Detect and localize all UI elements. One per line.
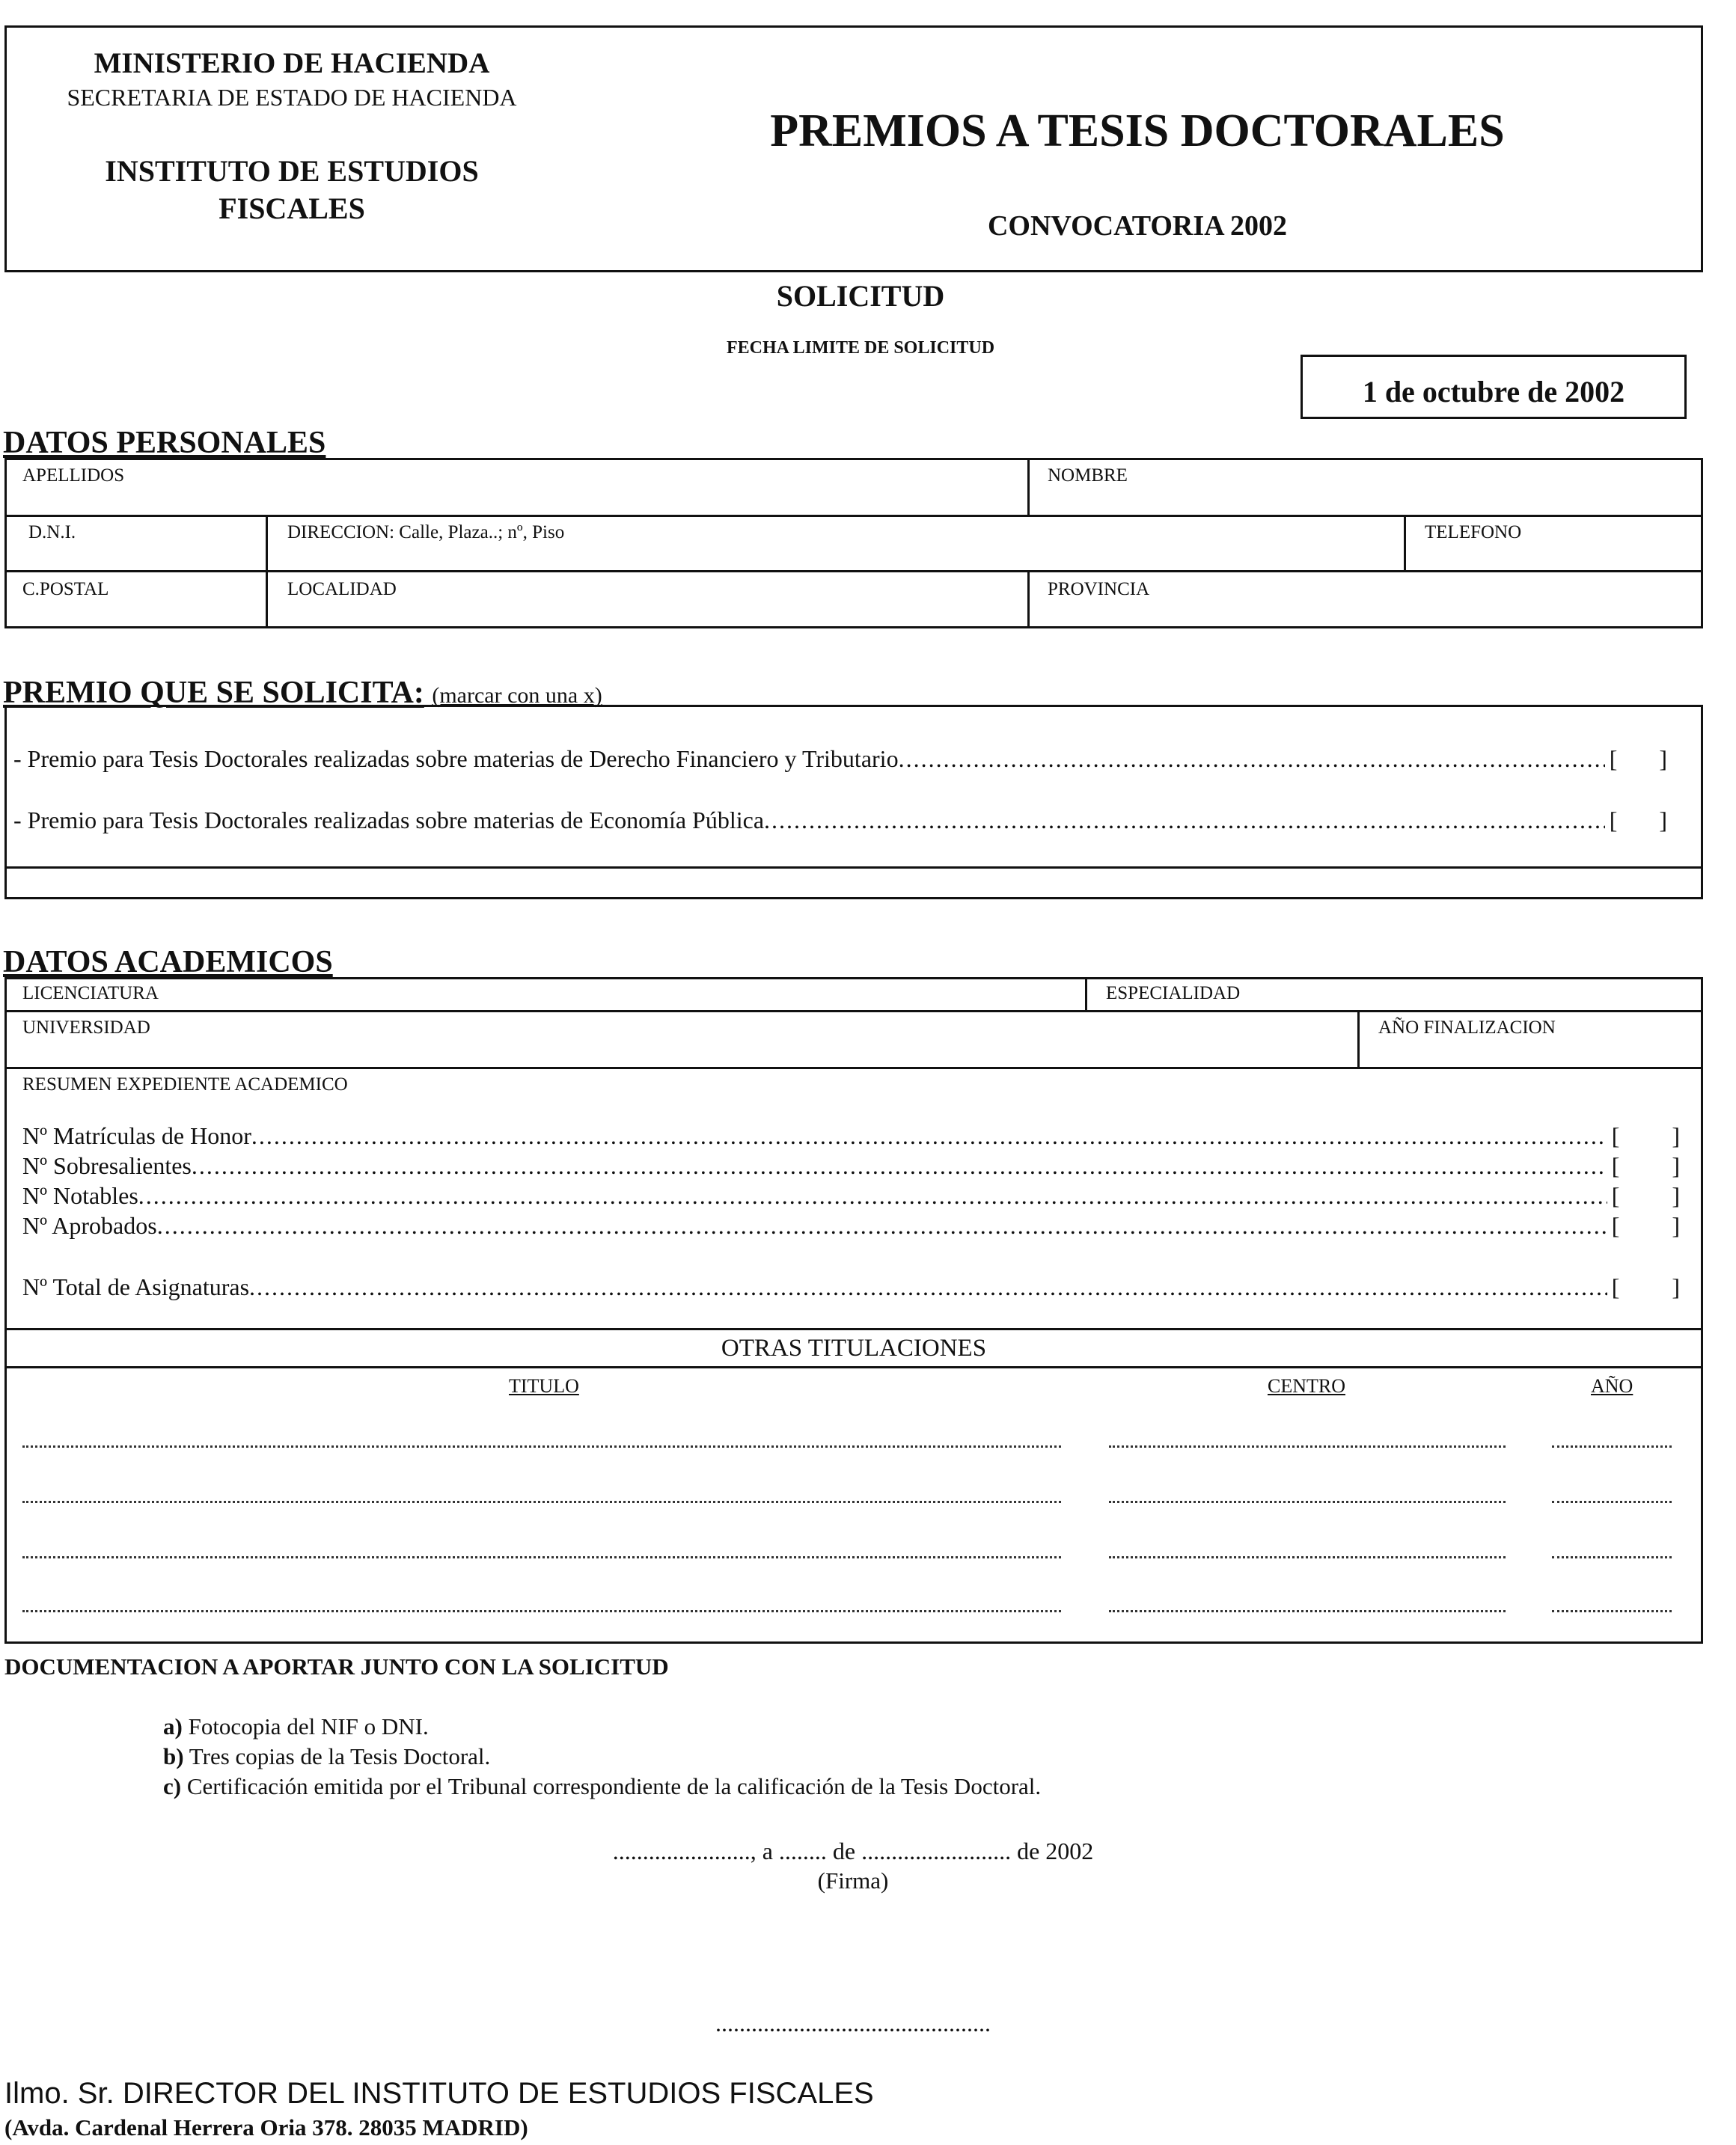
bracket-close: ] [1672,1122,1680,1149]
nombre-field[interactable]: NOMBRE [1048,465,1128,486]
bracket-close: ] [1672,1212,1680,1239]
dot-leader [192,1152,1607,1180]
divider [4,866,1703,869]
centro-entry-line[interactable] [1109,1610,1506,1612]
dot-leader [899,745,1605,773]
checkbox-close: ] [1659,807,1667,833]
doc-item-text: Tres copias de la Tesis Doctoral. [189,1743,491,1769]
universidad-field[interactable]: UNIVERSIDAD [22,1018,150,1038]
divider [1027,458,1030,515]
divider [4,1010,1703,1012]
divider [1404,515,1406,572]
instituto-line2: FISCALES [218,192,365,225]
checkbox-close: ] [1659,745,1667,772]
centro-entry-line[interactable] [1109,1445,1506,1448]
ministry-name: MINISTERIO DE HACIENDA [94,47,490,79]
anio-entry-line[interactable] [1552,1501,1672,1503]
centro-entry-line[interactable] [1109,1556,1506,1558]
deadline-label: FECHA LIMITE DE SOLICITUD [726,338,995,358]
titulo-entry-line[interactable] [22,1501,1061,1503]
telefono-field[interactable]: TELEFONO [1425,522,1522,542]
address: (Avda. Cardenal Herrera Oria 378. 28035 MADRID) [4,2114,528,2141]
doc-item-text: Certificación emitida por el Tribunal correspondiente de la calificación de la Tesis Doctoral. [186,1773,1042,1799]
otras-titulaciones-title: OTRAS TITULACIONES [721,1335,987,1362]
divider [266,515,268,628]
dot-leader [138,1182,1607,1210]
divider [4,1067,1703,1069]
premio-option-derecho[interactable] [13,745,1667,773]
col-anio: AÑO [1591,1375,1633,1397]
premio-heading: PREMIO QUE SE SOLICITA: (marcar con una x) [3,676,602,710]
licenciatura-field[interactable]: LICENCIATURA [22,983,159,1003]
firma-label: (Firma) [817,1867,889,1894]
premio-option-label: - Premio para Tesis Doctorales realizadas sobre materias de Economía Pública [13,807,765,833]
doc-item-letter: b) [163,1743,184,1769]
secretaria-name: SECRETARIA DE ESTADO DE HACIENDA [67,84,517,111]
checkbox-open[interactable]: [ [1609,807,1618,833]
otras-titulaciones-table [4,1328,1703,1644]
bracket-close: ] [1672,1182,1680,1209]
anio-entry-line[interactable] [1552,1556,1672,1558]
item-label: Nº Total de Asignaturas [22,1273,250,1300]
localidad-field[interactable]: LOCALIDAD [287,579,397,599]
provincia-field[interactable]: PROVINCIA [1048,579,1150,599]
total-asignaturas-row[interactable] [22,1273,1680,1301]
bracket-close: ] [1672,1273,1680,1300]
instituto-line1: INSTITUTO DE ESTUDIOS [105,154,479,188]
anio-entry-line[interactable] [1552,1610,1672,1612]
bracket-open[interactable]: [ [1611,1122,1620,1149]
doc-item [163,1713,429,1740]
doc-item-text: Fotocopia del NIF o DNI. [188,1713,429,1739]
bracket-close: ] [1672,1152,1680,1179]
date-line[interactable]: ......................., a ........ de ......................... de 2002 [612,1838,1094,1864]
datos-personales-table [4,458,1703,628]
item-label: Nº Aprobados [22,1212,157,1239]
premio-option-label: - Premio para Tesis Doctorales realizadas sobre materias de Derecho Financiero y Tributario [13,745,899,772]
doc-item-letter: c) [163,1773,182,1799]
doc-item [163,1743,490,1770]
divider [1027,570,1030,628]
premio-box [4,705,1703,899]
deadline-value: 1 de octubre de 2002 [1362,375,1625,409]
titulo-entry-line[interactable] [22,1556,1061,1558]
resumen-label: RESUMEN EXPEDIENTE ACADEMICO [22,1074,348,1095]
divider [4,515,1703,517]
dot-leader [249,1273,1607,1301]
bracket-open[interactable]: [ [1611,1212,1620,1239]
cpostal-field[interactable]: C.POSTAL [22,579,109,599]
divider [1085,977,1087,1010]
divider [4,570,1703,572]
dni-field[interactable]: D.N.I. [28,522,76,542]
sobresalientes-row[interactable] [22,1152,1680,1180]
titulo-entry-line[interactable] [22,1445,1061,1448]
titulo-entry-line[interactable] [22,1610,1061,1612]
matriculas-row[interactable] [22,1122,1680,1150]
solicitud-title: SOLICITUD [776,279,945,313]
checkbox-open[interactable]: [ [1609,745,1618,772]
bracket-open[interactable]: [ [1611,1152,1620,1179]
col-centro: CENTRO [1268,1375,1345,1397]
premio-option-economia[interactable] [13,807,1667,834]
centro-entry-line[interactable] [1109,1501,1506,1503]
doc-item [163,1773,1041,1800]
premio-hint: (marcar con una x) [432,683,602,708]
item-label: Nº Sobresalientes [22,1152,192,1179]
addressee: Ilmo. Sr. DIRECTOR DEL INSTITUTO DE ESTUDIOS FISCALES [4,2077,874,2110]
doc-item-letter: a) [163,1713,183,1739]
direccion-field[interactable]: DIRECCION: Calle, Plaza..; nº, Piso [287,522,565,542]
anio-finalizacion-field[interactable]: AÑO FINALIZACION [1378,1018,1556,1038]
col-titulo: TITULO [509,1375,579,1397]
aprobados-row[interactable] [22,1212,1680,1240]
divider [4,1366,1703,1368]
apellidos-field[interactable]: APELLIDOS [22,465,125,486]
datos-academicos-heading: DATOS ACADEMICOS [3,945,333,979]
item-label: Nº Notables [22,1182,138,1209]
bracket-open[interactable]: [ [1611,1182,1620,1209]
dot-leader [764,807,1605,834]
signature-line[interactable]: .............................................. [715,2010,991,2037]
especialidad-field[interactable]: ESPECIALIDAD [1106,983,1241,1003]
notables-row[interactable] [22,1182,1680,1210]
documentacion-heading: DOCUMENTACION A APORTAR JUNTO CON LA SOLICITUD [4,1653,669,1680]
anio-entry-line[interactable] [1552,1445,1672,1448]
item-label: Nº Matrículas de Honor [22,1122,251,1149]
page-title: PREMIOS A TESIS DOCTORALES [770,105,1505,156]
datos-personales-heading: DATOS PERSONALES [3,426,326,460]
dot-leader [157,1212,1607,1240]
convocatoria: CONVOCATORIA 2002 [987,210,1288,242]
divider [1357,1010,1360,1067]
bracket-open[interactable]: [ [1611,1273,1620,1300]
dot-leader [251,1122,1607,1150]
